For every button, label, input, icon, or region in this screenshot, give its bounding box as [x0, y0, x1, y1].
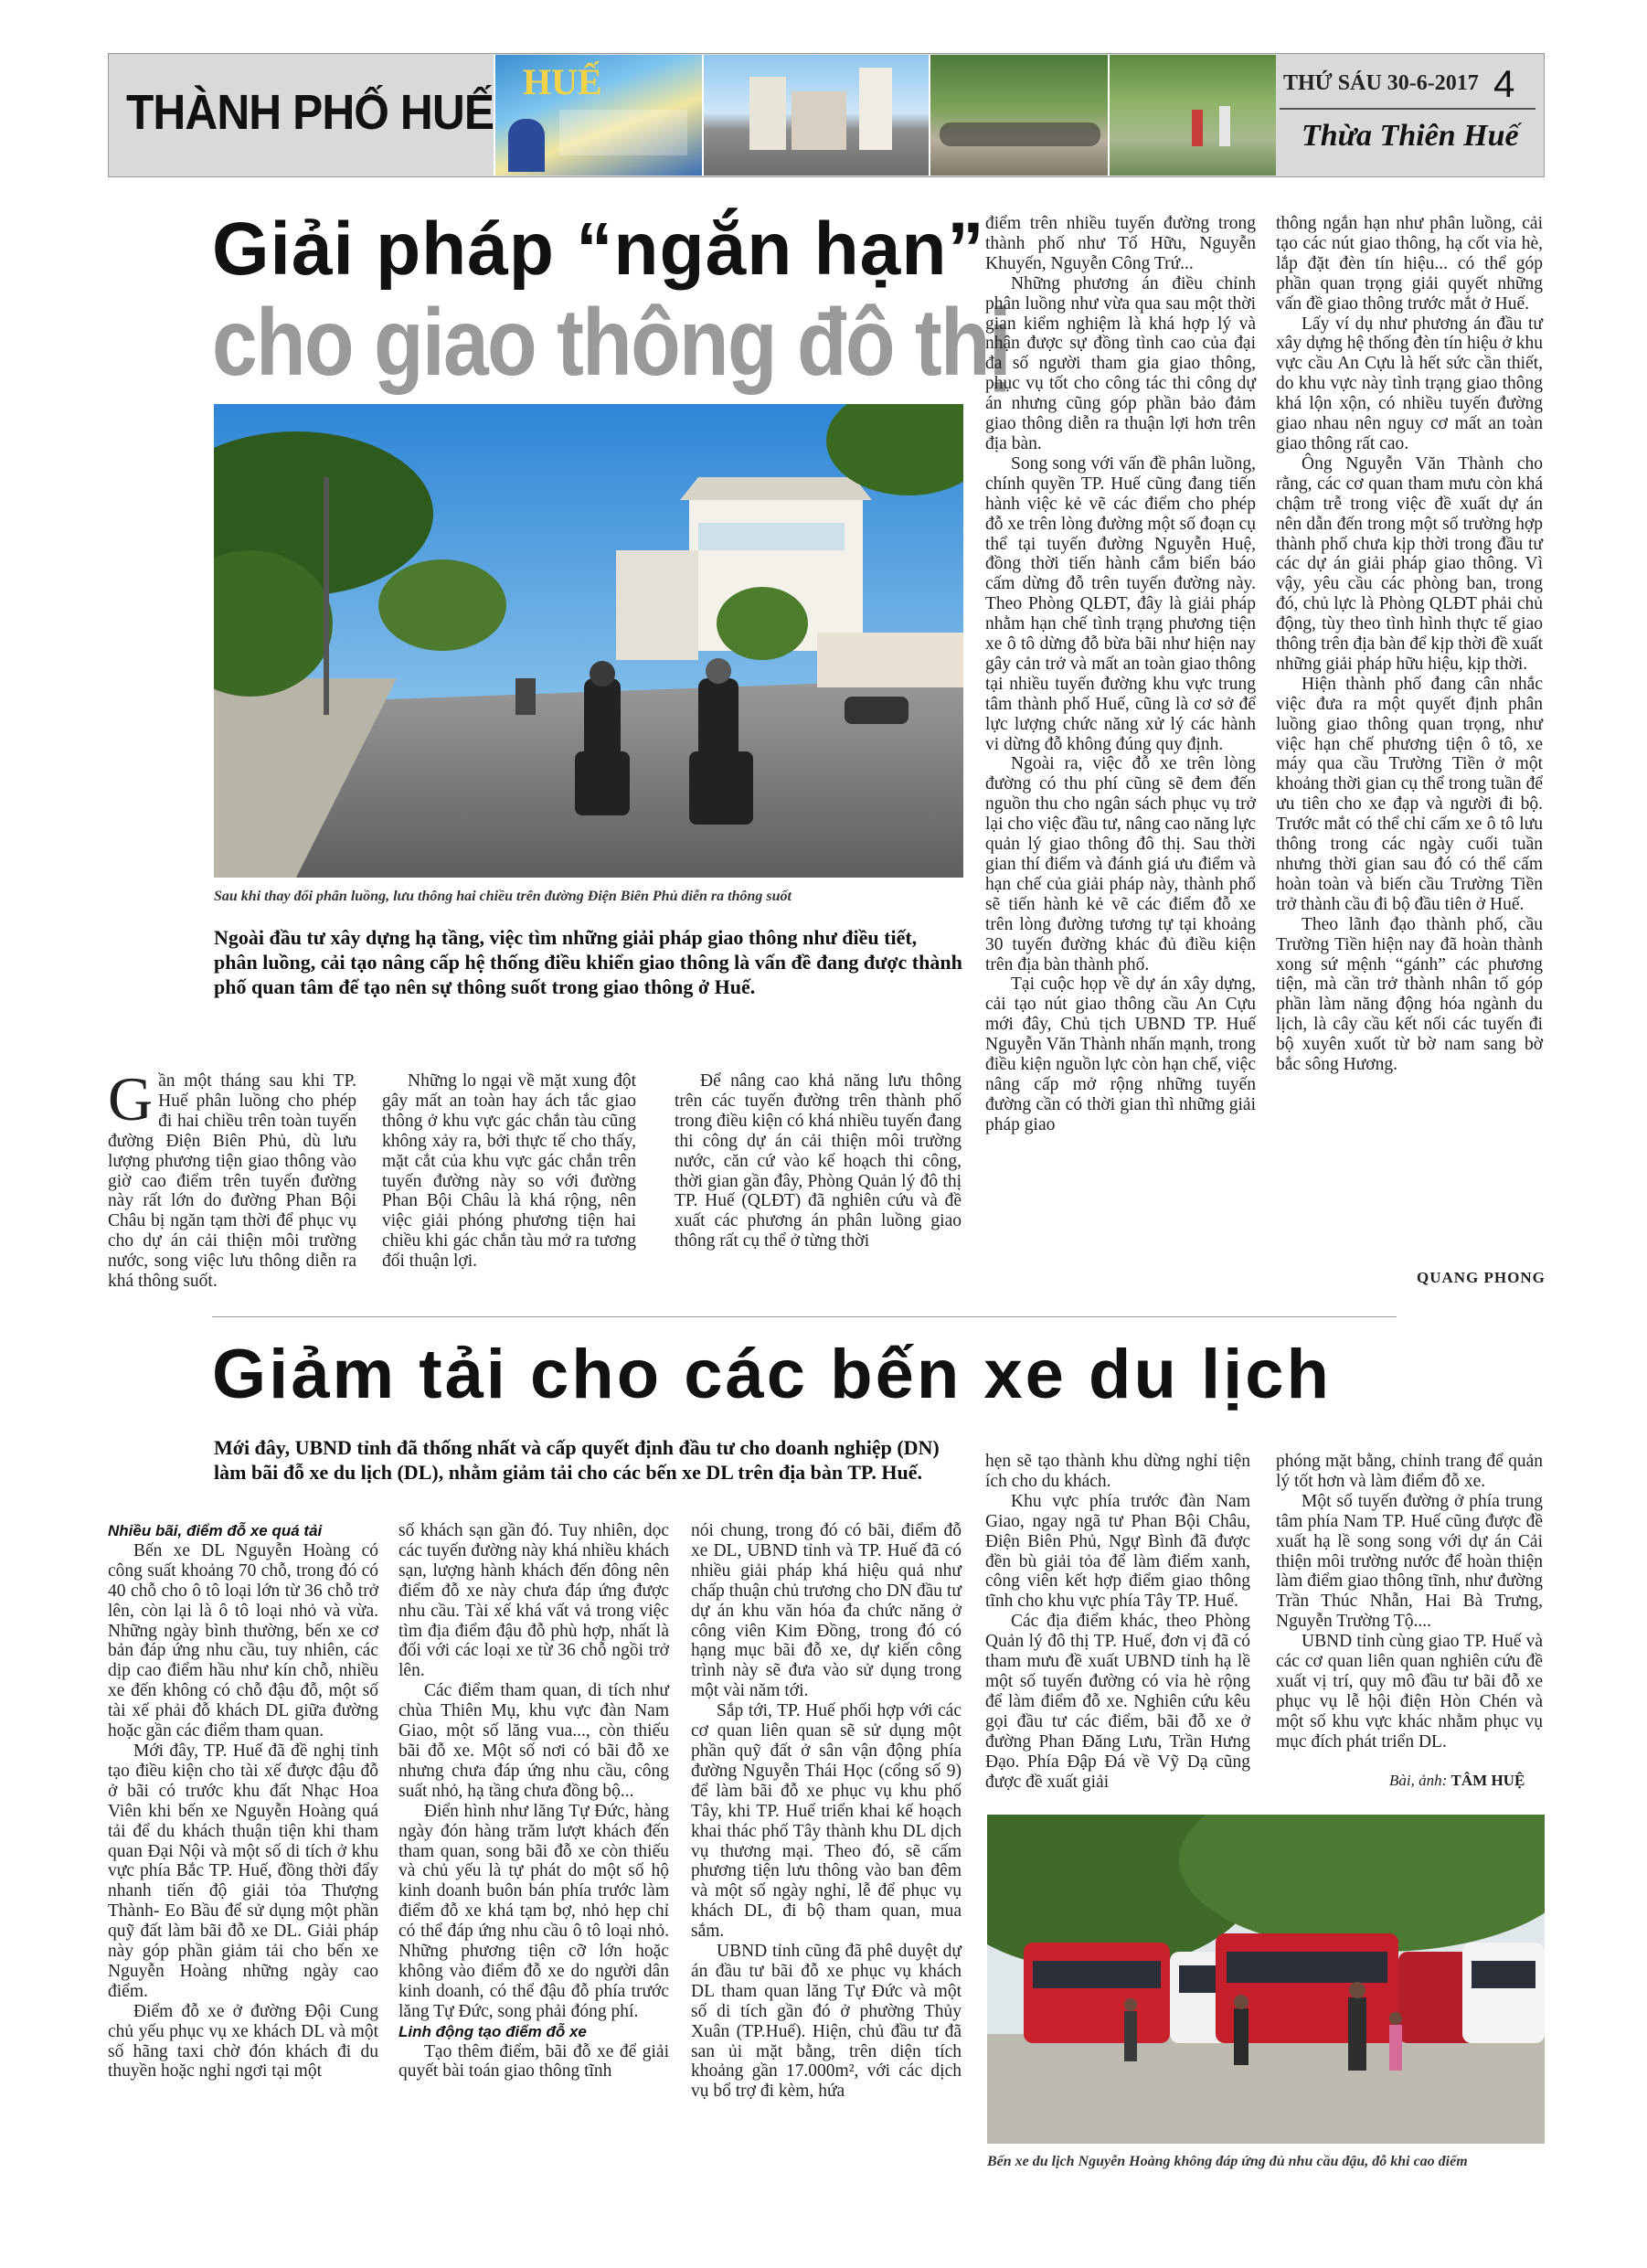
subheading: Linh động tạo điểm đỗ xe	[398, 2022, 587, 2040]
garden-tourists-image	[1108, 55, 1276, 176]
header-rule	[1280, 108, 1535, 110]
paragraph: Những phương án điều chỉnh phân luồng như vừa qua sau một thời gian kiểm nghiệm là khá hợp lý và nhận được sự đồng tình cao của đại đa số người tham gia giao thông, phục vụ tốt cho công tác thi công dự án nhưng cũng góp phần bảo đảm giao thông diễn ra thuận lợi hơn trên địa bàn.	[985, 273, 1256, 453]
section-title: THÀNH PHỐ HUẾ	[126, 85, 494, 140]
paragraph: Khu vực phía trước đàn Nam Giao, ngay ngã tư Phan Bội Châu, Điện Biên Phủ, Ngự Bình đã được đền bù giải tỏa để làm điểm xanh, công viên kết hợp điểm giao thông tĩnh cho khu vực phía Tây TP. Huế.	[985, 1491, 1250, 1612]
article1-column-2	[382, 1071, 636, 1272]
article1-photo-caption: Sau khi thay đổi phân luồng, lưu thông hai chiều trên đường Điện Biên Phủ diễn ra thông suốt	[214, 889, 792, 904]
paragraph: Tạo thêm điểm, bãi đỗ xe để giải quyết bài toán giao thông tĩnh	[398, 2041, 669, 2082]
paragraph: Tại cuộc họp về dự án xây dựng, cải tạo nút giao thông cầu An Cựu mới đây, Chủ tịch UBND TP. Huế Nguyễn Văn Thành nhấn mạnh, trong điều kiện nguồn lực còn hạn chế, việc nâng cấp mở rộng những tuyến đường cần có thời gian thì những giải pháp giao	[985, 974, 1256, 1134]
newspaper-name: Thừa Thiên Huế	[1302, 119, 1519, 153]
article2-photo-caption: Bến xe du lịch Nguyễn Hoàng không đáp ứng đủ nhu cầu đậu, đỗ khi cao điểm	[987, 2154, 1468, 2169]
paragraph: UBND tỉnh cùng giao TP. Huế và các cơ quan liên quan nghiên cứu đề xuất vị trí, quy mô đầu tư bãi đỗ xe phục vụ lễ hội điện Hòn Chén và một số khu vực khác nhằm phục vụ mục đích phát triển DL.	[1276, 1632, 1543, 1752]
article2-headline: Giảm tải cho các bến xe du lịch	[212, 1336, 1332, 1413]
subheading: Nhiều bãi, điểm đỗ xe quá tải	[108, 1522, 323, 1539]
article2-lead: Mới đây, UBND tỉnh đã thống nhất và cấp quyết định đầu tư cho doanh nghiệp (DN) làm bãi đỗ xe du lịch (DL), nhằm giảm tải cho các bến xe DL trên địa bàn TP. Huế.	[214, 1436, 940, 1484]
bus-station-photo	[987, 1815, 1545, 2144]
paragraph: Mới đây, TP. Huế đã đề nghị tỉnh tạo điều kiện cho tài xế được đậu đỗ ở bãi có trước khu đất Nhạc Hoa Viên khi bến xe Nguyễn Hoàng quá tải để du khách thuận tiện khi tham quan Đại Nội và một số di tích ở khu vực phía Bắc TP. Huế, đồng thời đẩy nhanh tiến độ giải tỏa Thượng Thành- Eo Bầu để sử dụng một phần quỹ đất làm bãi đỗ xe DL. Giải pháp này góp phần giảm tải cho bến xe Nguyễn Hoàng những ngày cao điểm.	[108, 1741, 378, 2001]
paragraph: thông ngắn hạn như phân luồng, cải tạo các nút giao thông, hạ cốt vỉa hè, lắp đặt đèn tín hiệu... có thể góp phần quan trọng giải quyết những vấn đề giao thông trước mắt ở Huế.	[1276, 214, 1543, 314]
paragraph: Các điểm tham quan, di tích như chùa Thiên Mụ, khu vực đàn Nam Giao, một số lăng vua..., còn thiếu bãi đỗ xe. Một số nơi có bãi đỗ xe nhưng chưa đáp ứng nhu cầu, công suất nhỏ, hạ tầng chưa đồng bộ...	[398, 1681, 669, 1801]
article1-headline-line2: cho giao thông đô thị	[212, 290, 1011, 396]
paragraph: ần một tháng sau khi TP. Huế phân luồng cho phép đi hai chiều trên toàn tuyến đường Điện Biên Phủ, dù lưu lượng phương tiện giao thông vào giờ cao điểm trên tuyến đường này rất lớn do đường Phan Bội Châu bị ngăn tạm thời để phục vụ cho dự án cải thiện môi trường nước, song việc lưu thông diễn ra khá thông suốt.	[108, 1071, 356, 1292]
festival-poster-image	[494, 55, 702, 176]
paragraph: Song song với vấn đề phân luồng, chính quyền TP. Huế cũng đang tiến hành việc kẻ vẽ các điểm cho phép đỗ xe trên lòng đường một số đoạn cụ thể tại tuyến đường Nguyễn Huệ, đồng thời tiến hành cắm biển báo cấm dừng đỗ trên tuyến đường này. Theo Phòng QLĐT, đây là giải pháp nhằm hạn chế tình trạng phương tiện xe ô tô dừng đỗ bừa bãi như hiện nay gây cản trở và mất an toàn giao thông tại nhiều tuyến đường khu vực trung tâm thành phố Huế, cũng là cơ sở để lực lượng chức năng xử lý các hành vi dừng đỗ không đúng quy định.	[985, 453, 1257, 754]
paragraph: Các địa điểm khác, theo Phòng Quản lý đô thị TP. Huế, đơn vị đã có tham mưu đề xuất UBND tỉnh hạ lề một số tuyến đường có vỉa hè rộng để làm điểm đỗ xe. Nghiên cứu kêu gọi đầu tư các điểm, bãi đỗ xe ở đường Phan Đăng Lưu, Trần Hưng Đạo. Phía Đập Đá về Vỹ Dạ cũng được đề xuất giải	[985, 1612, 1250, 1792]
article1-column-5	[1276, 214, 1543, 1075]
article1-column-3	[675, 1071, 962, 1251]
drop-cap: G	[108, 1064, 154, 1134]
page-number: 4	[1493, 62, 1515, 105]
paragraph: hẹn sẽ tạo thành khu dừng nghỉ tiện ích cho du khách.	[985, 1452, 1250, 1491]
byline-author: TÂM HUỆ	[1450, 1772, 1525, 1789]
article2-column-2	[398, 1521, 669, 2082]
article2-column-1	[108, 1521, 378, 2082]
paragraph: Ông Nguyễn Văn Thành cho rằng, các cơ quan tham mưu còn khá chậm trễ trong việc đề xuất dự án nên dẫn đến trong một số trường hợp thành phố chưa kịp thời trong đầu tư các dự án giải pháp giao thông. Vì vậy, yêu cầu các phòng ban, trong đó, chủ lực là Phòng QLĐT phải chủ động, tùy theo tình hình thực tế giao thông trên địa bàn để kịp thời đề xuất những giải pháp hữu hiệu, kịp thời.	[1276, 453, 1543, 674]
paragraph: Bến xe DL Nguyễn Hoàng có công suất khoảng 70 chỗ, trong đó có 40 chỗ cho ô tô loại lớn từ 36 chỗ trở lên, còn lại là ô tô loại nhỏ và vừa. Những ngày bình thường, bến xe cơ bản đáp ứng nhu cầu, tuy nhiên, các dịp cao điểm hầu như kín chỗ, nhiều xe đến không có chỗ đậu đỗ, một số tài xế phải đỗ khách DL giữa đường hoặc gần các điểm tham quan.	[108, 1540, 378, 1741]
festival-logo: HUẾ	[523, 61, 602, 102]
cyclo-tourists-image	[929, 55, 1108, 176]
article1-lead: Ngoài đầu tư xây dựng hạ tầng, việc tìm những giải pháp giao thông như điều tiết, phân luồng, cải tạo nâng cấp hệ thống điều khiển giao thông là vấn đề đang được thành phố quan tâm để tạo nên sự thông suốt trong giao thông ở Huế.	[214, 926, 962, 998]
paragraph: Lấy ví dụ như phương án đầu tư xây dựng hệ thống đèn tín hiệu ở khu vực cầu An Cựu là hết sức cần thiết, do khu vực này tình trạng giao thông khá lộn xộn, có nhiều tuyến đường giao nhau nên nguy cơ mất an toàn giao thông rất cao.	[1276, 314, 1543, 453]
paragraph: UBND tỉnh cũng đã phê duyệt dự án đầu tư bãi đỗ xe phục vụ khách DL tham quan lăng Tự Đức và một số di tích gần đó ở phường Thủy Xuân (TP.Huế). Hiện, chủ đầu tư đã san ủi mặt bằng, trên diện tích khoảng gần 17.000m², với các dịch vụ bổ trợ đi kèm, hứa	[691, 1942, 962, 2102]
paragraph: Điển hình như lăng Tự Đức, hàng ngày đón hàng trăm lượt khách đến tham quan, song bãi đỗ xe còn thiếu và chủ yếu là tự phát do một số hộ kinh doanh buôn bán phía trước làm điểm đỗ xe khá tạm bợ, nhỏ hẹp chỉ có thể đáp ứng nhu cầu ô tô loại nhỏ. Những phương tiện cỡ lớn hoặc không vào điểm đỗ xe do người dân kinh doanh, có thể đậu đỗ phía trước lăng Tự Đức, song phải đóng phí.	[398, 1801, 669, 2021]
paragraph: Những lo ngại về mặt xung đột gây mất an toàn hay ách tắc giao thông ở khu vực gác chắn tàu cũng không xảy ra, bởi thực tế cho thấy, mặt cắt của khu vực gác chắn trên tuyến đường này so với đường Phan Bội Châu là khá rộng, nên việc giải phóng phương tiện hai chiều khi gác chắn tàu mở ra tương đối thuận lợi.	[382, 1071, 636, 1272]
paragraph: Để nâng cao khả năng lưu thông trên các tuyến đường trên thành phố trong điều kiện có khá nhiều tuyến đang thi công dự án cải thiện môi trường nước, căn cứ vào kế hoạch thi công, thời gian gần đây, Phòng Quản lý đô thị TP. Huế (QLĐT) đã nghiên cứu và đề xuất các phương án phân luồng giao thông rất cụ thể ở từng thời	[675, 1071, 962, 1251]
paragraph: Điểm đỗ xe ở đường Đội Cung chủ yếu phục vụ xe khách DL và một số hãng taxi chờ đón khách đi du thuyền hoặc nghỉ ngơi tại một	[108, 2001, 378, 2082]
article2-column-5	[1276, 1452, 1543, 1752]
article2-column-3	[691, 1521, 962, 2102]
issue-date: THỨ SÁU 30-6-2017	[1283, 71, 1479, 95]
article2-byline	[1389, 1772, 1525, 1790]
paragraph: Hiện thành phố đang cân nhắc việc đưa ra một quyết định phân luồng giao thông quan trọng, như việc hạn chế phương tiện ô tô, xe máy qua cầu Trường Tiền ở một khoảng thời gian cụ thể trong tuần để ưu tiên cho xe đạp và người đi bộ. Trước mắt có thể chỉ cấm xe ô tô lưu thông trong các ngày cuối tuần nhưng thời gian sau đó có thể cấm hoàn toàn và biến cầu Trường Tiền trở thành cầu đi bộ đầu tiên ở Huế.	[1276, 674, 1543, 914]
article2-column-4	[985, 1452, 1250, 1792]
section-divider	[212, 1316, 1397, 1317]
article1-headline-line1: Giải pháp “ngắn hạn”	[212, 208, 985, 291]
paragraph: điểm trên nhiều tuyến đường trong thành phố như Tố Hữu, Nguyễn Khuyến, Nguyễn Công Trứ...	[985, 214, 1256, 273]
paragraph: Theo lãnh đạo thành phố, cầu Trường Tiền hiện nay đã hoàn thành xong sứ mệnh “gánh” các phương tiện, mà cần trở thành nhân tố góp phần làm năng động hóa ngành du lịch, là cây cầu kết nối các tuyến đi bộ xuyên xuốt từ bờ nam sang bờ bắc sông Hương.	[1276, 914, 1543, 1075]
paragraph: phóng mặt bằng, chỉnh trang để quản lý tốt hơn và làm điểm đỗ xe.	[1276, 1452, 1543, 1491]
paragraph: số khách sạn gần đó. Tuy nhiên, dọc các tuyến đường này khá nhiều khách sạn, lượng hành khách đến đông nên điểm đỗ xe này chưa đáp ứng được nhu cầu. Tài xế khá vất vả trong việc tìm địa điểm đậu đỗ phù hợp, nhất là đối với các loại xe từ 36 chỗ ngồi trở lên.	[398, 1521, 669, 1681]
city-street-image	[702, 55, 929, 176]
paragraph: Một số tuyến đường ở phía trung tâm phía Nam TP. Huế cũng được đề xuất hạ lề song song với dự án Cải thiện môi trường nước để hoàn thiện làm điểm giao thông tĩnh, như đường Trần Thúc Nhẫn, Hai Bà Trưng, Nguyễn Trường Tộ....	[1276, 1491, 1543, 1632]
byline-prefix: Bài, ảnh:	[1389, 1772, 1448, 1789]
paragraph: Sắp tới, TP. Huế phối hợp với các cơ quan liên quan sẽ sử dụng một phần quỹ đất ở sân vận động phía đường Nguyễn Thái Học (cổng số 9) để làm bãi đỗ xe phục vụ khu phố Tây, khi TP. Huế triển khai kế hoạch khai thác phố Tây thành khu DL dịch vụ thương mại. Theo đó, sẽ cấm phương tiện lưu thông vào ban đêm và một số ngày nghỉ, lễ để phục vụ khách DL, đi bộ tham quan, mua sắm.	[691, 1701, 962, 1942]
paragraph: nói chung, trong đó có bãi, điểm đỗ xe DL, UBND tỉnh và TP. Huế đã có nhiều giải pháp khá hiệu quả như chấp thuận chủ trương cho DN đầu tư dự án khu văn hóa đa chức năng ở công viên Kim Đồng, trong đó có hạng mục bãi đỗ xe, dự kiến công trình này sẽ đưa vào sử dụng trong một vài năm tới.	[691, 1521, 962, 1701]
traffic-street-photo	[214, 404, 963, 878]
article1-column-4	[985, 214, 1256, 1135]
article1-byline: QUANG PHONG	[1417, 1269, 1546, 1286]
paragraph: Ngoài ra, việc đỗ xe trên lòng đường có thu phí cũng sẽ đem đến nguồn thu cho ngân sách phục vụ trở lại cho việc đầu tư, nâng cao năng lực quản lý giao thông đô thị. Sau thời gian thí điểm và đánh giá ưu điểm và hạn chế của giải pháp này, thành phố sẽ tiến hành kẻ vẽ các điểm đỗ xe trên lòng đường tương tự tại khoảng 30 tuyến đường khác đủ điều kiện trên địa bàn thành phố.	[985, 754, 1256, 974]
article1-column-1	[108, 1064, 356, 1292]
